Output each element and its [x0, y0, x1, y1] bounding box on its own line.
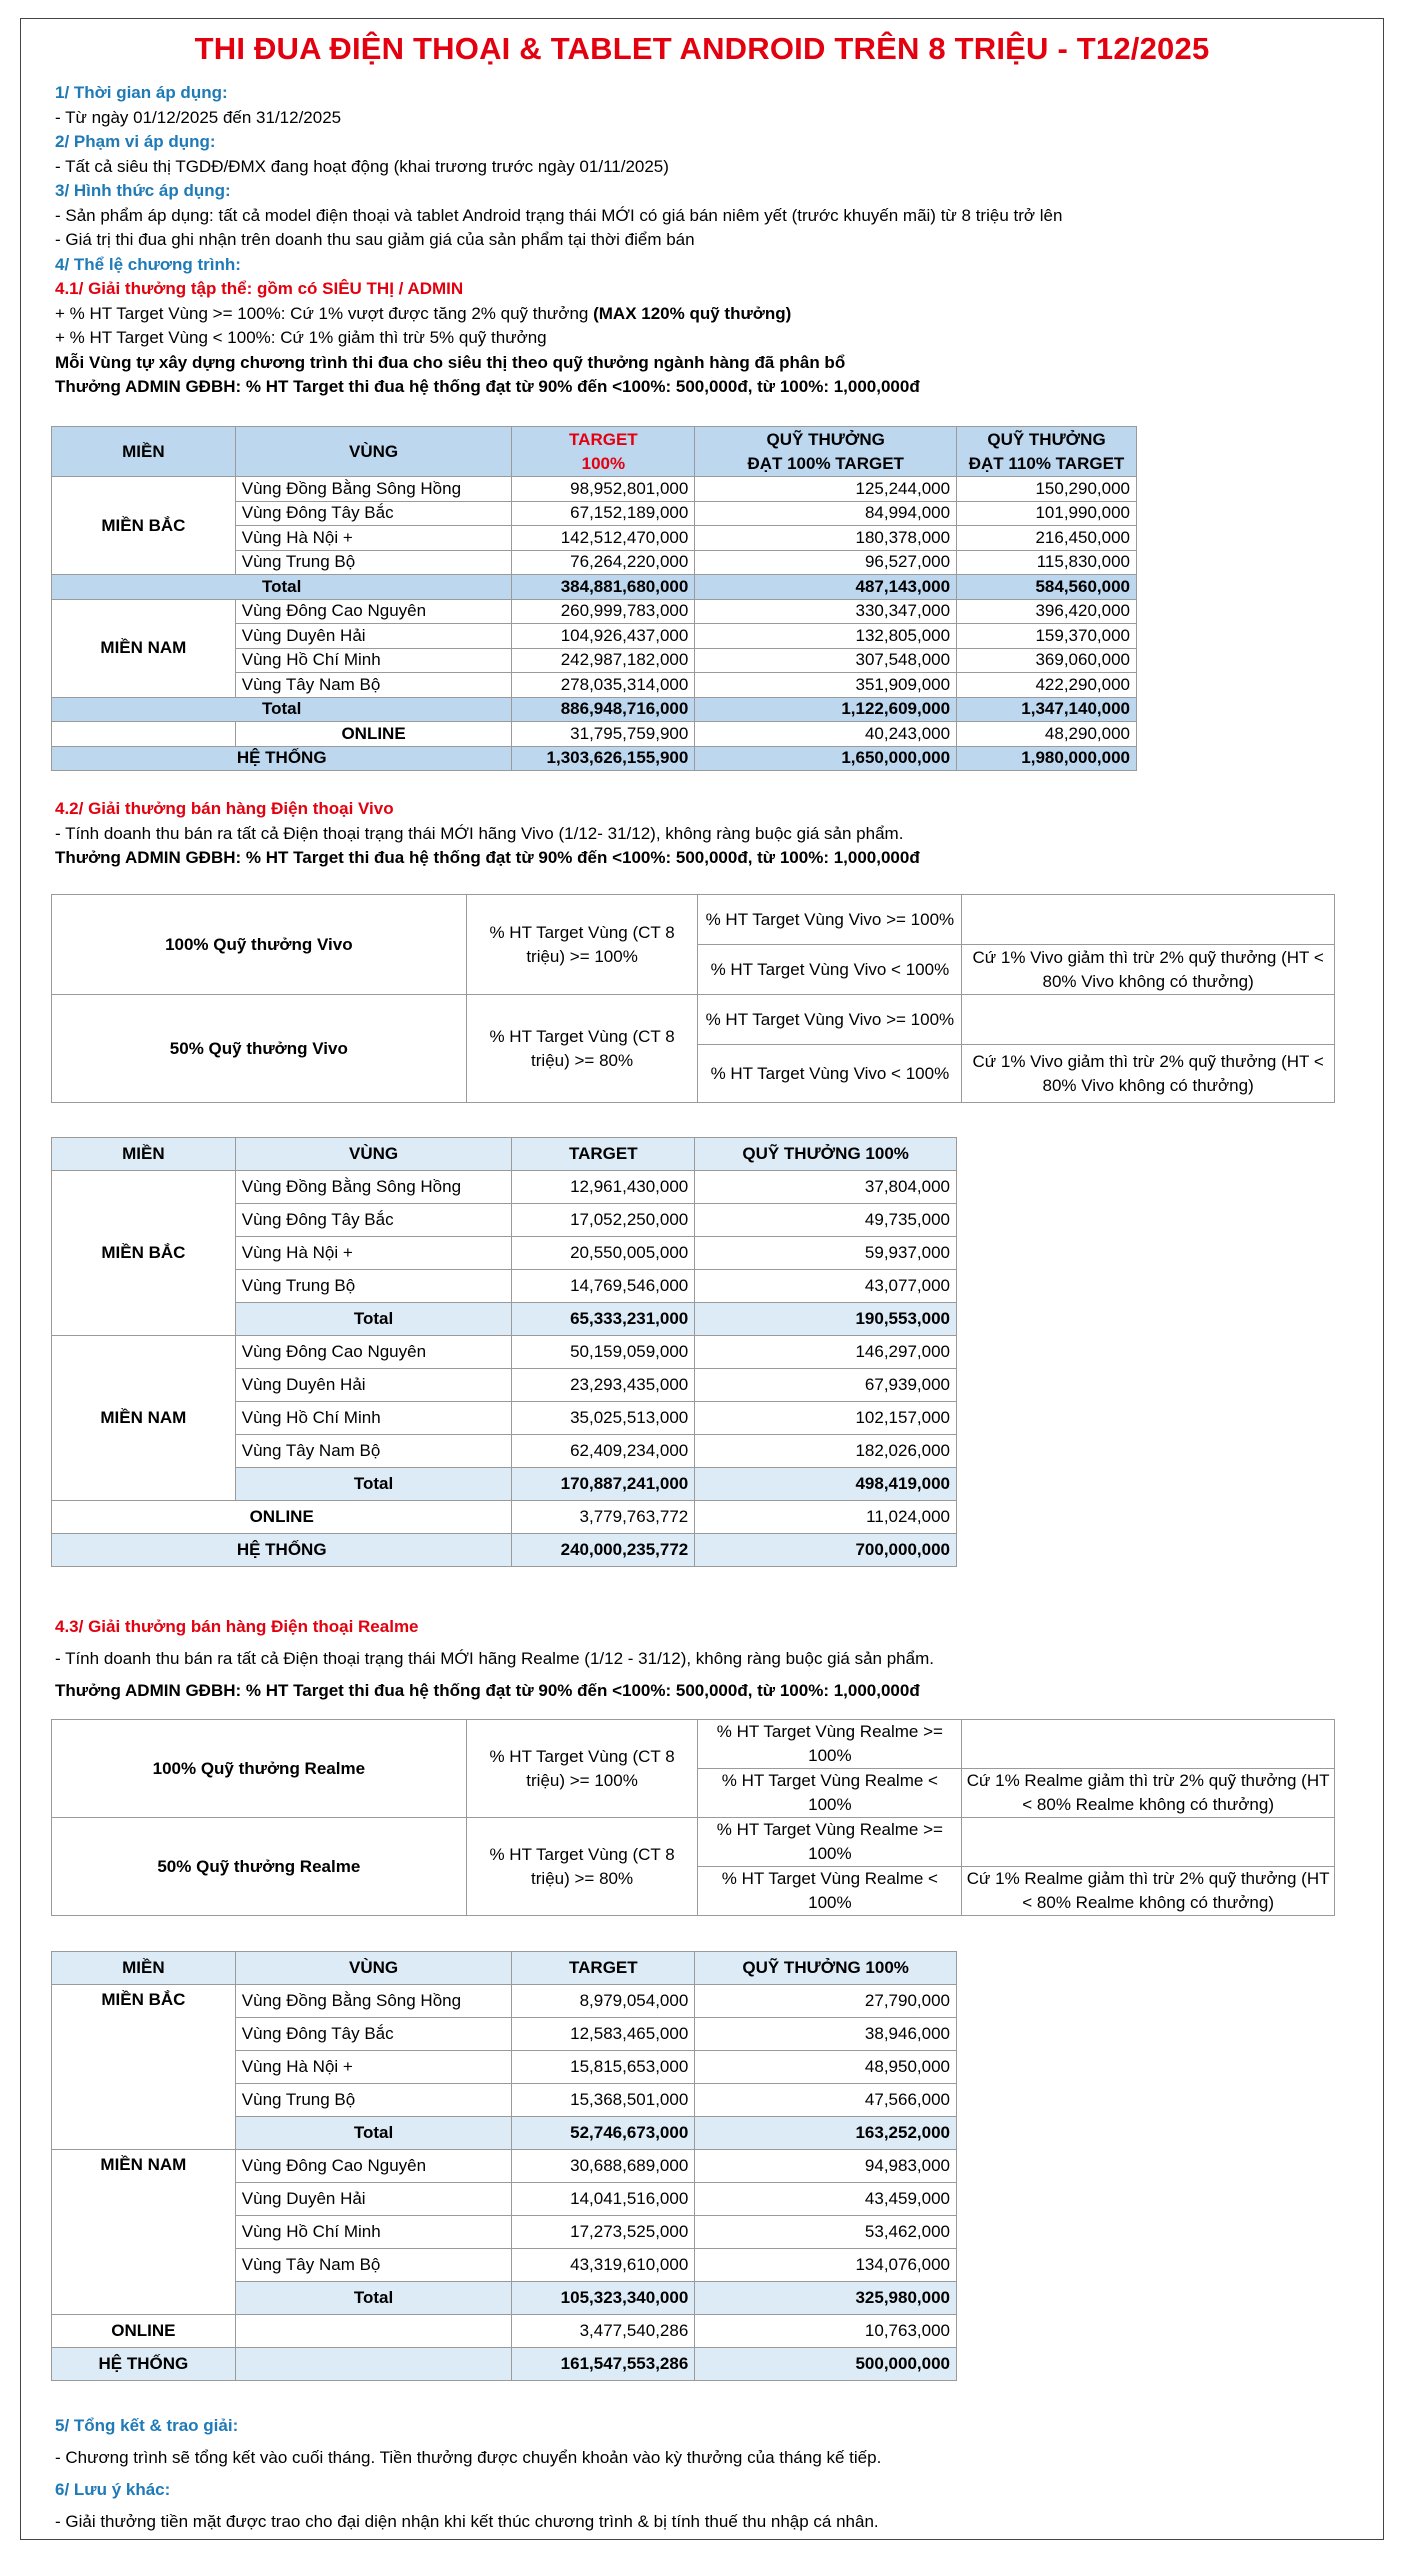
- target-cell: 76,264,220,000: [512, 550, 695, 575]
- q110-cell: 101,990,000: [957, 501, 1137, 526]
- document-page: [20, 18, 1384, 2540]
- online-target: 3,779,763,772: [512, 1501, 695, 1534]
- col-header-q110: QUỸ THƯỞNG ĐẠT 110% TARGET: [957, 427, 1137, 477]
- realme-region-table: [51, 1951, 957, 2381]
- total-target: 65,333,231,000: [512, 1303, 695, 1336]
- total-q100: 487,143,000: [695, 575, 957, 600]
- q100-cell: 134,076,000: [695, 2249, 957, 2282]
- rule-condition: % HT Target Vùng (CT 8 triệu) >= 80%: [466, 995, 698, 1103]
- q100-cell: 59,937,000: [695, 1237, 957, 1270]
- q100-cell: 49,735,000: [695, 1204, 957, 1237]
- rule-sub-2: % HT Target Vùng Vivo < 100%: [698, 1045, 962, 1103]
- online-q100: 10,763,000: [695, 2315, 957, 2348]
- total-target: 384,881,680,000: [512, 575, 695, 600]
- total-target: 52,746,673,000: [512, 2117, 695, 2150]
- col-header-target: TARGET: [512, 1138, 695, 1171]
- col-header-target: TARGET: [512, 1952, 695, 1985]
- total-label: Total: [235, 2282, 512, 2315]
- section-2-text: - Tất cả siêu thị TGDĐ/ĐMX đang hoạt động (khai trương trước ngày 01/11/2025): [55, 156, 669, 176]
- table-header-row: [52, 1138, 957, 1171]
- rule-result-1: [962, 995, 1335, 1045]
- system-q110: 1,980,000,000: [957, 746, 1137, 771]
- total-q110: 1,347,140,000: [957, 697, 1137, 722]
- rule-row: [52, 995, 1335, 1045]
- online-label: ONLINE: [52, 1501, 512, 1534]
- online-target: 3,477,540,286: [512, 2315, 695, 2348]
- total-label: Total: [52, 575, 512, 600]
- target-cell: 17,273,525,000: [512, 2216, 695, 2249]
- target-cell: 14,769,546,000: [512, 1270, 695, 1303]
- col-header-vung: VÙNG: [235, 427, 512, 477]
- q100-cell: 43,077,000: [695, 1270, 957, 1303]
- vung-cell: Vùng Đồng Bằng Sông Hồng: [235, 1171, 512, 1204]
- q100-cell: 27,790,000: [695, 1985, 957, 2018]
- q100-cell: 146,297,000: [695, 1336, 957, 1369]
- total-label: Total: [235, 1303, 512, 1336]
- system-label: HỆ THỐNG: [52, 2348, 236, 2381]
- q100-cell: 351,909,000: [695, 673, 957, 698]
- online-label: ONLINE: [235, 722, 512, 747]
- online-target: 31,795,759,900: [512, 722, 695, 747]
- section-3-text-2: - Giá trị thi đua ghi nhận trên doanh thu sau giảm giá của sản phẩm tại thời điểm bán: [55, 230, 695, 249]
- col-header-mien: MIỀN: [52, 427, 236, 477]
- table-header-row: [52, 1952, 957, 1985]
- total-label: Total: [235, 2117, 512, 2150]
- rule-sub-2: % HT Target Vùng Realme < 100%: [698, 1867, 962, 1916]
- vung-cell: Vùng Đông Tây Bắc: [235, 501, 512, 526]
- rule-sub-1: % HT Target Vùng Realme >= 100%: [698, 1818, 962, 1867]
- target-cell: 35,025,513,000: [512, 1402, 695, 1435]
- section-5-text: - Chương trình sẽ tổng kết vào cuối tháng. Tiền thưởng được chuyển khoản vào kỳ thưởng của tháng kế tiếp.: [55, 2448, 882, 2467]
- rule-label: 100% Quỹ thưởng Realme: [52, 1720, 467, 1818]
- vung-cell: Vùng Đông Cao Nguyên: [235, 1336, 512, 1369]
- vivo-text: - Tính doanh thu bán ra tất cả Điện thoại trạng thái MỚI hãng Vivo (1/12- 31/12), không ràng buộc giá sản phẩm.: [55, 823, 904, 843]
- section-1-text: - Từ ngày 01/12/2025 đến 31/12/2025: [55, 107, 342, 127]
- region-label-nam: MIỀN NAM: [52, 2150, 236, 2315]
- section-1-heading: 1/ Thời gian áp dụng:: [55, 83, 228, 102]
- target-cell: 17,052,250,000: [512, 1204, 695, 1237]
- col-header-vung: VÙNG: [235, 1138, 512, 1171]
- vung-cell: Vùng Trung Bộ: [235, 550, 512, 575]
- q100-cell: 307,548,000: [695, 648, 957, 673]
- region-label-bac: MIỀN BẮC: [52, 1171, 236, 1336]
- total-q100: 190,553,000: [695, 1303, 957, 1336]
- section-4-1-rule-2: + % HT Target Vùng < 100%: Cứ 1% giảm thì trừ 5% quỹ thưởng: [55, 328, 547, 347]
- online-row: [52, 1501, 957, 1534]
- vung-cell: Vùng Duyên Hải: [235, 2183, 512, 2216]
- vung-cell: Vùng Tây Nam Bộ: [235, 673, 512, 698]
- rule-sub-2: % HT Target Vùng Vivo < 100%: [698, 945, 962, 995]
- section-6-heading: 6/ Lưu ý khác:: [55, 2480, 171, 2499]
- col-header-target: TARGET 100%: [512, 427, 695, 477]
- section-4-1-rule-1: [55, 302, 1363, 327]
- section-4-heading: 4/ Thể lệ chương trình:: [55, 254, 241, 274]
- target-cell: 260,999,783,000: [512, 599, 695, 624]
- rule-result-2: Cứ 1% Realme giảm thì trừ 2% quỹ thưởng (HT < 80% Realme không có thưởng): [962, 1769, 1335, 1818]
- q110-cell: 159,370,000: [957, 624, 1137, 649]
- table-row: [52, 1171, 957, 1204]
- col-header-vung: VÙNG: [235, 1952, 512, 1985]
- target-cell: 30,688,689,000: [512, 2150, 695, 2183]
- table-row: [52, 1985, 957, 2018]
- target-cell: 98,952,801,000: [512, 477, 695, 502]
- q100-cell: 84,994,000: [695, 501, 957, 526]
- target-cell: 43,319,610,000: [512, 2249, 695, 2282]
- q100-cell: 43,459,000: [695, 2183, 957, 2216]
- target-cell: 23,293,435,000: [512, 1369, 695, 1402]
- vivo-region-table: [51, 1137, 957, 1567]
- total-label: Total: [235, 1468, 512, 1501]
- vung-cell: Vùng Đông Cao Nguyên: [235, 2150, 512, 2183]
- rule-result-2: Cứ 1% Vivo giảm thì trừ 2% quỹ thưởng (HT < 80% Vivo không có thưởng): [962, 1045, 1335, 1103]
- rule-label: 50% Quỹ thưởng Realme: [52, 1818, 467, 1916]
- region-label-nam: MIỀN NAM: [52, 599, 236, 697]
- rule-result-2: Cứ 1% Vivo giảm thì trừ 2% quỹ thưởng (HT < 80% Vivo không có thưởng): [962, 945, 1335, 995]
- q100-cell: 330,347,000: [695, 599, 957, 624]
- q100-cell: 182,026,000: [695, 1435, 957, 1468]
- rule-sub-2: % HT Target Vùng Realme < 100%: [698, 1769, 962, 1818]
- q100-cell: 67,939,000: [695, 1369, 957, 1402]
- q100-cell: 38,946,000: [695, 2018, 957, 2051]
- q100-cell: 96,527,000: [695, 550, 957, 575]
- vung-cell: Vùng Duyên Hải: [235, 624, 512, 649]
- vung-cell: Vùng Hồ Chí Minh: [235, 648, 512, 673]
- section-4-1-heading: 4.1/ Giải thưởng tập thể: gồm có SIÊU THỊ / ADMIN: [55, 279, 464, 298]
- q110-cell: 369,060,000: [957, 648, 1137, 673]
- system-q100: 500,000,000: [695, 2348, 957, 2381]
- rule-result-2: Cứ 1% Realme giảm thì trừ 2% quỹ thưởng (HT < 80% Realme không có thưởng): [962, 1867, 1335, 1916]
- vung-cell: Vùng Hà Nội +: [235, 1237, 512, 1270]
- table-header-row: [52, 427, 1137, 477]
- rule-row: [52, 1720, 1335, 1769]
- q110-cell: 422,290,000: [957, 673, 1137, 698]
- vung-cell: Vùng Đông Tây Bắc: [235, 1204, 512, 1237]
- total-target: 170,887,241,000: [512, 1468, 695, 1501]
- vung-cell: Vùng Trung Bộ: [235, 1270, 512, 1303]
- target-cell: 142,512,470,000: [512, 526, 695, 551]
- vung-cell: Vùng Đồng Bằng Sông Hồng: [235, 1985, 512, 2018]
- target-cell: 62,409,234,000: [512, 1435, 695, 1468]
- total-row-bac: [52, 575, 1137, 600]
- target-cell: 14,041,516,000: [512, 2183, 695, 2216]
- system-q100: 1,650,000,000: [695, 746, 957, 771]
- rule-1-max: (MAX 120% quỹ thưởng): [593, 303, 792, 323]
- rule-label: 100% Quỹ thưởng Vivo: [52, 895, 467, 995]
- rule-label: 50% Quỹ thưởng Vivo: [52, 995, 467, 1103]
- rule-result-1: [962, 1818, 1335, 1867]
- system-row: [52, 1534, 957, 1567]
- system-label: HỆ THỐNG: [52, 746, 512, 771]
- col-header-q100: QUỸ THƯỞNG 100%: [695, 1138, 957, 1171]
- online-q100: 11,024,000: [695, 1501, 957, 1534]
- rule-sub-1: % HT Target Vùng Realme >= 100%: [698, 1720, 962, 1769]
- q110-cell: 150,290,000: [957, 477, 1137, 502]
- q100-cell: 102,157,000: [695, 1402, 957, 1435]
- rule-result-1: [962, 895, 1335, 945]
- rule-sub-1: % HT Target Vùng Vivo >= 100%: [698, 995, 962, 1045]
- target-cell: 278,035,314,000: [512, 673, 695, 698]
- target-cell: 104,926,437,000: [512, 624, 695, 649]
- total-q100: 1,122,609,000: [695, 697, 957, 722]
- rule-condition: % HT Target Vùng (CT 8 triệu) >= 80%: [466, 1818, 698, 1916]
- total-target: 105,323,340,000: [512, 2282, 695, 2315]
- q100-cell: 94,983,000: [695, 2150, 957, 2183]
- section-2-heading: 2/ Phạm vi áp dụng:: [55, 132, 216, 151]
- section-4-1-note-1: Mỗi Vùng tự xây dựng chương trình thi đua cho siêu thị theo quỹ thưởng ngành hàng đã phân bổ: [55, 352, 846, 372]
- total-target: 886,948,716,000: [512, 697, 695, 722]
- section-3-text-1: - Sản phẩm áp dụng: tất cả model điện thoại và tablet Android trạng thái MỚI có giá bán niêm yết (trước khuyến mãi) từ 8 triệu trở lên: [55, 205, 1063, 225]
- vung-cell: Vùng Tây Nam Bộ: [235, 2249, 512, 2282]
- system-target: 161,547,553,286: [512, 2348, 695, 2381]
- table-row: [52, 477, 1137, 502]
- rule-sub-1: % HT Target Vùng Vivo >= 100%: [698, 895, 962, 945]
- system-target: 1,303,626,155,900: [512, 746, 695, 771]
- target-cell: 12,961,430,000: [512, 1171, 695, 1204]
- realme-section-intro: [55, 1615, 1363, 1711]
- vivo-admin-note: Thưởng ADMIN GĐBH: % HT Target thi đua hệ thống đạt từ 90% đến <100%: 500,000đ, từ 100%: 1,000,000đ: [55, 848, 920, 867]
- q100-cell: 125,244,000: [695, 477, 957, 502]
- q110-cell: 396,420,000: [957, 599, 1137, 624]
- q110-cell: 115,830,000: [957, 550, 1137, 575]
- target-cell: 15,815,653,000: [512, 2051, 695, 2084]
- q110-cell: 216,450,000: [957, 526, 1137, 551]
- vivo-section-intro: [55, 797, 1363, 871]
- col-header-mien: MIỀN: [52, 1138, 236, 1171]
- col-header-q100: QUỸ THƯỞNG 100%: [695, 1952, 957, 1985]
- vivo-rules-table: [51, 894, 1335, 1103]
- vung-cell: Vùng Trung Bộ: [235, 2084, 512, 2117]
- total-q110: 584,560,000: [957, 575, 1137, 600]
- vung-cell: Vùng Hà Nội +: [235, 2051, 512, 2084]
- total-label: Total: [52, 697, 512, 722]
- online-row: [52, 2315, 957, 2348]
- total-q100: 325,980,000: [695, 2282, 957, 2315]
- target-cell: 20,550,005,000: [512, 1237, 695, 1270]
- rule-result-1: [962, 1720, 1335, 1769]
- rule-condition: % HT Target Vùng (CT 8 triệu) >= 100%: [466, 1720, 698, 1818]
- col-header-mien: MIỀN: [52, 1952, 236, 1985]
- target-cell: 15,368,501,000: [512, 2084, 695, 2117]
- system-row: [52, 2348, 957, 2381]
- section-5-heading: 5/ Tổng kết & trao giải:: [55, 2416, 239, 2435]
- vung-cell: Vùng Duyên Hải: [235, 1369, 512, 1402]
- vung-cell: Vùng Hồ Chí Minh: [235, 1402, 512, 1435]
- table-row: [52, 2150, 957, 2183]
- online-label: ONLINE: [52, 2315, 236, 2348]
- vivo-heading: 4.2/ Giải thưởng bán hàng Điện thoại Vivo: [55, 799, 394, 818]
- vung-cell: Vùng Hồ Chí Minh: [235, 2216, 512, 2249]
- target-cell: 12,583,465,000: [512, 2018, 695, 2051]
- q100-cell: 47,566,000: [695, 2084, 957, 2117]
- q100-cell: 180,378,000: [695, 526, 957, 551]
- realme-rules-table: [51, 1719, 1335, 1916]
- vung-cell: Vùng Đồng Bằng Sông Hồng: [235, 477, 512, 502]
- q100-cell: 132,805,000: [695, 624, 957, 649]
- vung-cell: Vùng Hà Nội +: [235, 526, 512, 551]
- page-title: THI ĐUA ĐIỆN THOẠI & TABLET ANDROID TRÊN 8 TRIỆU - T12/2025: [194, 31, 1210, 66]
- rule-row: [52, 1818, 1335, 1867]
- system-q100: 700,000,000: [695, 1534, 957, 1567]
- table-row: [52, 1336, 957, 1369]
- closing-sections: [55, 2414, 1363, 2542]
- q100-cell: 48,950,000: [695, 2051, 957, 2084]
- total-q100: 498,419,000: [695, 1468, 957, 1501]
- system-label: HỆ THỐNG: [52, 1534, 512, 1567]
- region-label-nam: MIỀN NAM: [52, 1336, 236, 1501]
- vung-cell: Vùng Đông Cao Nguyên: [235, 599, 512, 624]
- section-4-1-note-2: Thưởng ADMIN GĐBH: % HT Target thi đua hệ thống đạt từ 90% đến <100%: 500,000đ, từ 100%: 1,000,000đ: [55, 377, 920, 396]
- target-cell: 242,987,182,000: [512, 648, 695, 673]
- q100-cell: 53,462,000: [695, 2216, 957, 2249]
- realme-text: - Tính doanh thu bán ra tất cả Điện thoại trạng thái MỚI hãng Realme (1/12 - 31/12), không ràng buộc giá sản phẩm.: [55, 1649, 934, 1668]
- total-q100: 163,252,000: [695, 2117, 957, 2150]
- vung-cell: Vùng Tây Nam Bộ: [235, 1435, 512, 1468]
- col-header-q100: QUỸ THƯỞNG ĐẠT 100% TARGET: [695, 427, 957, 477]
- region-label-bac: MIỀN BẮC: [52, 1985, 236, 2150]
- realme-heading: 4.3/ Giải thưởng bán hàng Điện thoại Realme: [55, 1617, 419, 1636]
- realme-admin-note: Thưởng ADMIN GĐBH: % HT Target thi đua hệ thống đạt từ 90% đến <100%: 500,000đ, từ 100%: 1,000,000đ: [55, 1681, 920, 1700]
- target-cell: 50,159,059,000: [512, 1336, 695, 1369]
- system-row: [52, 746, 1137, 771]
- rule-row: [52, 895, 1335, 945]
- section-6-text: - Giải thưởng tiền mặt được trao cho đại diện nhận khi kết thúc chương trình & bị tính thuế thu nhập cá nhân.: [55, 2512, 879, 2531]
- vung-cell: Vùng Đông Tây Bắc: [235, 2018, 512, 2051]
- online-q110: 48,290,000: [957, 722, 1137, 747]
- region-label-bac: MIỀN BẮC: [52, 477, 236, 575]
- group-award-table: [51, 426, 1137, 771]
- rule-1-text: + % HT Target Vùng >= 100%: Cứ 1% vượt được tăng 2% quỹ thưởng: [55, 303, 594, 323]
- system-target: 240,000,235,772: [512, 1534, 695, 1567]
- intro-sections: [55, 81, 1363, 400]
- target-cell: 67,152,189,000: [512, 501, 695, 526]
- table-row: [52, 599, 1137, 624]
- online-q100: 40,243,000: [695, 722, 957, 747]
- total-row-nam: [52, 697, 1137, 722]
- rule-condition: % HT Target Vùng (CT 8 triệu) >= 100%: [466, 895, 698, 995]
- online-row: [52, 722, 1137, 747]
- section-3-heading: 3/ Hình thức áp dụng:: [55, 181, 231, 200]
- target-cell: 8,979,054,000: [512, 1985, 695, 2018]
- q100-cell: 37,804,000: [695, 1171, 957, 1204]
